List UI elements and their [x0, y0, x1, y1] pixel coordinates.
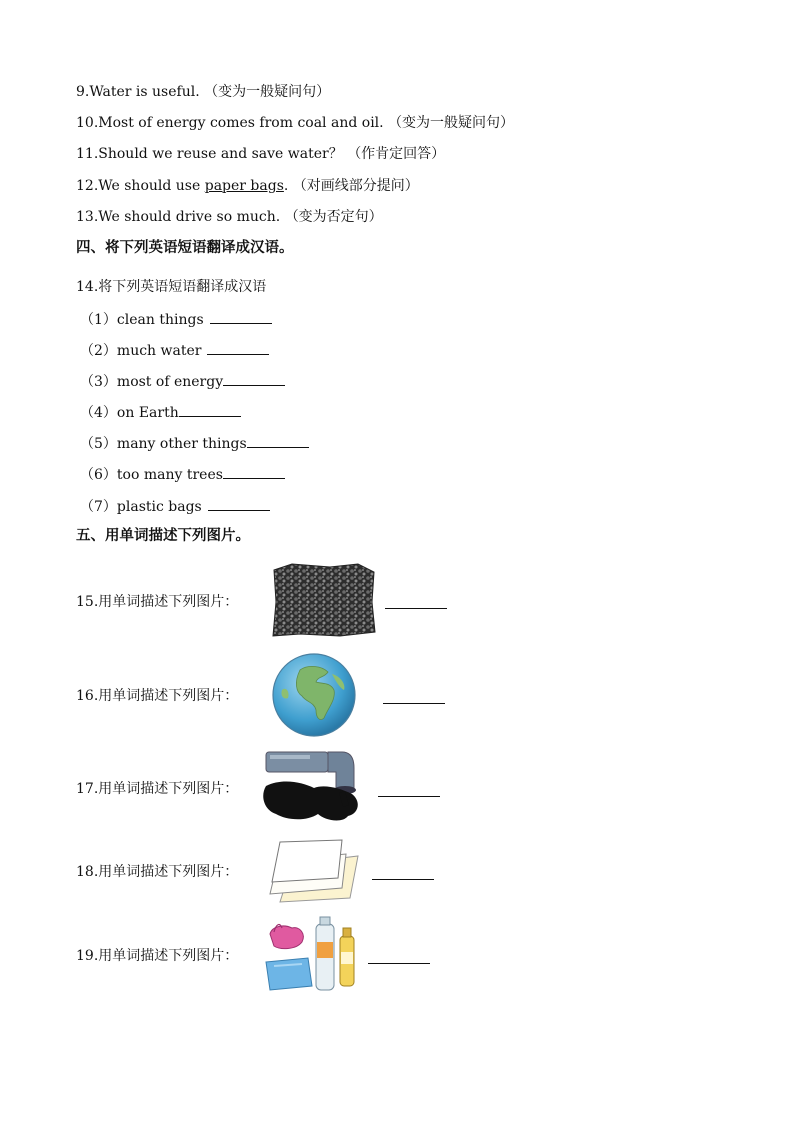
item-phrase: clean things — [116, 312, 204, 328]
phrase-item-7 — [80, 496, 270, 517]
picture-question-19: 19.用单词描述下列图片： — [76, 948, 239, 964]
item-phrase: many other things — [116, 436, 247, 452]
item-phrase: on Earth — [116, 405, 179, 421]
item-number: （6） — [80, 467, 117, 483]
item-number: （1） — [80, 312, 117, 328]
phrase-item-6 — [80, 464, 285, 485]
answer-blank[interactable] — [372, 878, 434, 880]
section-5-heading: 五、用单词描述下列图片。 — [76, 528, 250, 544]
earth-image — [270, 652, 358, 738]
question-text: 11.Should we reuse and save water？ — [76, 146, 343, 162]
phrase-item-2 — [80, 340, 269, 361]
question-instruction: （变为一般疑问句） — [204, 84, 331, 100]
answer-blank[interactable] — [247, 433, 309, 448]
phrase-item-1 — [80, 309, 272, 330]
picture-question-16: 16.用单词描述下列图片： — [76, 688, 239, 704]
item-number: （4） — [80, 405, 117, 421]
plastic-image — [262, 914, 362, 994]
answer-blank[interactable] — [210, 309, 272, 324]
answer-blank[interactable] — [368, 962, 430, 964]
question-13 — [76, 207, 383, 227]
question-14: 14.将下列英语短语翻译成汉语 — [76, 279, 267, 295]
item-number: （3） — [80, 374, 117, 390]
coal-image — [270, 562, 376, 638]
question-10 — [76, 113, 514, 133]
underlined-phrase: paper bags — [204, 178, 284, 194]
phrase-item-5 — [80, 433, 309, 454]
answer-blank[interactable] — [207, 340, 269, 355]
item-number: （7） — [80, 499, 117, 515]
item-phrase: plastic bags — [116, 499, 202, 515]
question-9 — [76, 82, 330, 102]
answer-blank[interactable] — [385, 607, 447, 609]
answer-blank[interactable] — [383, 702, 445, 704]
question-text: 10.Most of energy comes from coal and oil. — [76, 115, 384, 131]
question-instruction: （变为否定句） — [284, 209, 383, 225]
question-text-end: . — [283, 178, 289, 194]
item-phrase: most of energy — [116, 374, 224, 390]
question-instruction: （对画线部分提问） — [292, 178, 419, 194]
answer-blank[interactable] — [208, 496, 270, 511]
question-12 — [76, 176, 419, 196]
question-text: 9.Water is useful. — [76, 84, 200, 100]
question-instruction: （变为一般疑问句） — [388, 115, 515, 131]
question-text: 13.We should drive so much. — [76, 209, 281, 225]
item-phrase: too many trees — [116, 467, 223, 483]
question-text: 12.We should use — [76, 178, 205, 194]
picture-question-18: 18.用单词描述下列图片： — [76, 864, 239, 880]
question-11 — [76, 144, 445, 164]
section-4-heading: 四、将下列英语短语翻译成汉语。 — [76, 240, 294, 256]
answer-blank[interactable] — [223, 464, 285, 479]
answer-blank[interactable] — [223, 371, 285, 386]
item-number: （5） — [80, 436, 117, 452]
phrase-item-4 — [80, 402, 241, 423]
oil-pipe-image — [262, 748, 364, 828]
picture-question-15: 15.用单词描述下列图片： — [76, 594, 239, 610]
item-number: （2） — [80, 343, 117, 359]
phrase-item-3 — [80, 371, 285, 392]
answer-blank[interactable] — [179, 402, 241, 417]
item-phrase: much water — [116, 343, 202, 359]
picture-question-17: 17.用单词描述下列图片： — [76, 781, 239, 797]
question-instruction: （作肯定回答） — [347, 146, 446, 162]
paper-image — [262, 838, 362, 906]
answer-blank[interactable] — [378, 795, 440, 797]
